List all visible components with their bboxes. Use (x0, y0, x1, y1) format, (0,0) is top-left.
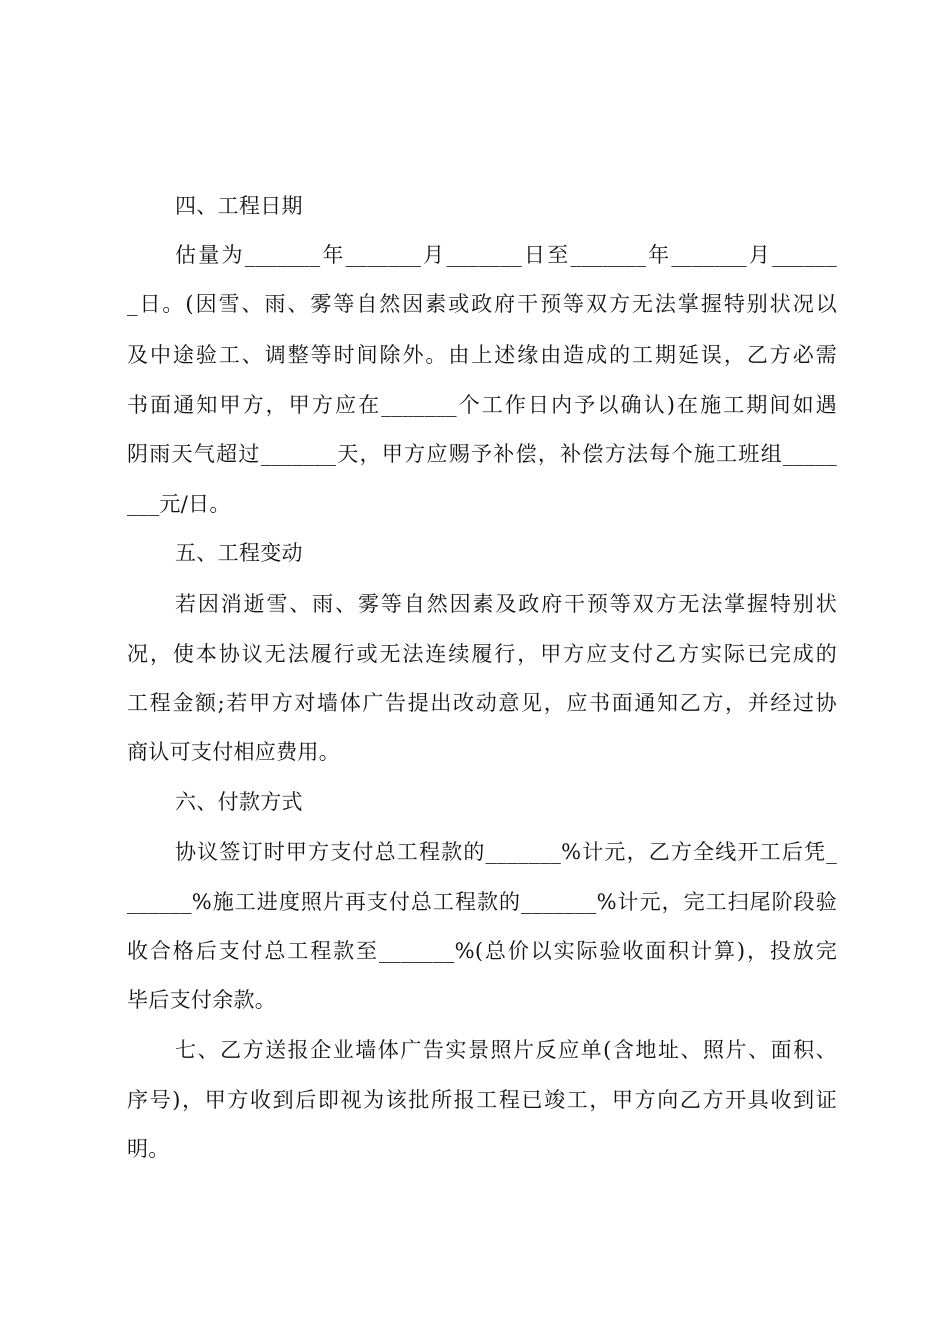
paragraph-line: 书面通知甲方，甲方应在_______个工作日内予以确认)在施工期间如遇 (127, 393, 837, 417)
section-heading: 四、工程日期 (175, 194, 303, 218)
paragraph-line: _日。(因雪、雨、雾等自然因素或政府干预等双方无法掌握特别状况以 (127, 292, 837, 316)
paragraph-line: ______%施工进度照片再支付总工程款的_______%计元，完工扫尾阶段验 (127, 890, 837, 914)
paragraph-line: 工程金额;若甲方对墙体广告提出改动意见，应书面通知乙方，并经过协 (127, 691, 837, 715)
paragraph-line: 若因消逝雪、雨、雾等自然因素及政府干预等双方无法掌握特别状 (175, 592, 837, 616)
section-heading: 五、工程变动 (175, 541, 303, 565)
paragraph-line: 七、乙方送报企业墙体广告实景照片反应单(含地址、照片、面积、 (175, 1038, 837, 1062)
paragraph-line: 明。 (127, 1137, 170, 1161)
paragraph-line: 协议签订时甲方支付总工程款的_______%计元，乙方全线开工后凭_ (175, 840, 837, 864)
paragraph-line: 及中途验工、调整等时间除外。由上述缘由造成的工期延误，乙方必需 (127, 343, 837, 367)
paragraph-line: 序号)，甲方收到后即视为该批所报工程已竣工，甲方向乙方开具收到证 (127, 1088, 837, 1112)
paragraph-line: ___元/日。 (127, 492, 231, 516)
paragraph-line: 况，使本协议无法履行或无法连续履行，甲方应支付乙方实际已完成的 (127, 642, 837, 666)
section-heading: 六、付款方式 (175, 790, 303, 814)
paragraph-line: 阴雨天气超过_______天，甲方应赐予补偿，补偿方法每个施工班组_____ (127, 442, 837, 466)
paragraph-line: 商认可支付相应费用。 (127, 740, 340, 764)
paragraph-line: 毕后支付余款。 (127, 988, 277, 1012)
paragraph-line: 收合格后支付总工程款至_______%(总价以实际验收面积计算)，投放完 (127, 939, 837, 963)
paragraph-line: 估量为_______年_______月_______日至_______年_______月______ (175, 243, 837, 267)
